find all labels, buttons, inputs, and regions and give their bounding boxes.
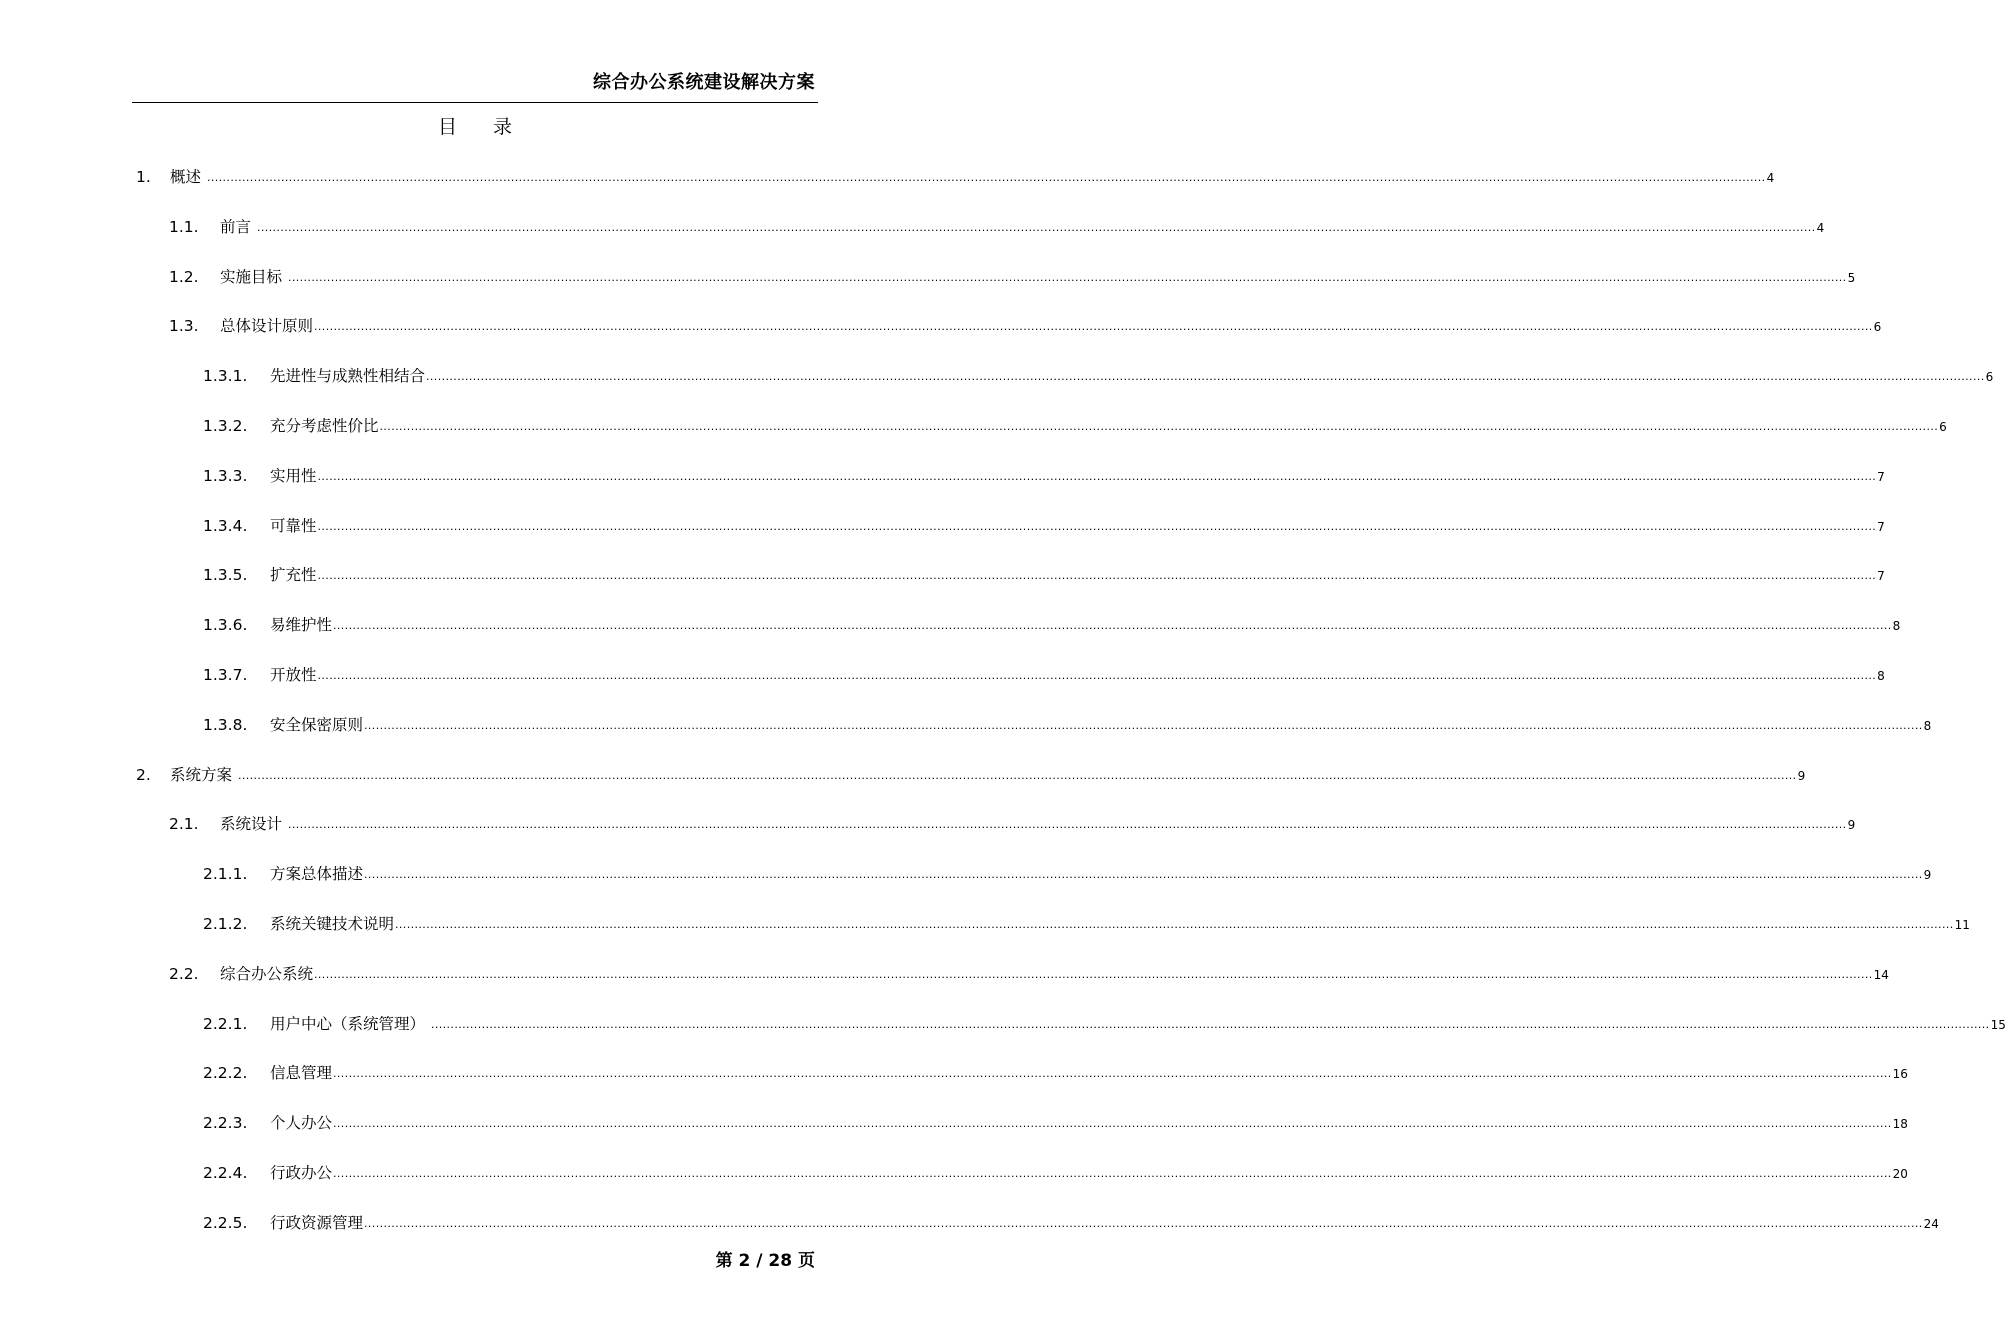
toc-entry-label: 总体设计原则 [220, 317, 314, 335]
toc-entry[interactable] [136, 166, 1775, 188]
toc-dot-leader: ................................................................................................................................................................................................................................................................................................................................................................................................................ [317, 669, 1877, 682]
toc-entry[interactable] [203, 1112, 1908, 1134]
toc-entry-number: 2.2.3. [203, 1114, 248, 1132]
toc-entry-label: 开放性 [270, 666, 317, 684]
toc-entry-label: 实施目标 [220, 268, 287, 286]
toc-heading-right: 录 [493, 116, 513, 138]
footer-separator: / [756, 1251, 763, 1271]
toc-dot-leader: ................................................................................................................................................................................................................................................................................................................................................................................................................ [333, 1117, 1892, 1130]
toc-entry-number: 2. [136, 766, 151, 784]
toc-entry[interactable] [203, 863, 1932, 885]
toc-entry-page: 6 [1939, 420, 1947, 434]
toc-entry[interactable] [203, 913, 1970, 935]
toc-entry-page: 15 [1990, 1018, 2006, 1032]
toc-entry-number: 2.1.1. [203, 865, 248, 883]
toc-heading-left: 目 [437, 116, 457, 138]
toc-entry-label: 安全保密原则 [270, 716, 364, 734]
footer-total-pages: 28 [768, 1251, 793, 1271]
toc-entry-label: 行政资源管理 [270, 1214, 364, 1232]
toc-entry-label: 用户中心（系统管理） [270, 1015, 430, 1033]
toc-entry-number: 2.2.5. [203, 1214, 248, 1232]
toc-entry[interactable] [203, 465, 1885, 487]
toc-entry-page: 6 [1985, 370, 1994, 384]
toc-entry[interactable] [203, 1013, 2006, 1035]
toc-entry-label: 系统方案 [170, 766, 237, 784]
toc-entry-page: 5 [1847, 271, 1856, 285]
toc-entry-page: 7 [1877, 569, 1885, 583]
toc-entry-number: 1.3.3. [203, 467, 248, 485]
toc-dot-leader: ................................................................................................................................................................................................................................................................................................................................................................................................................ [237, 769, 1797, 782]
toc-entry-page: 8 [1877, 669, 1885, 683]
document-title: 综合办公系统建设解决方案 [593, 72, 815, 93]
toc-dot-leader: ................................................................................................................................................................................................................................................................................................................................................................................................................ [430, 1018, 1990, 1031]
toc-entry[interactable] [203, 564, 1885, 586]
toc-dot-leader: ................................................................................................................................................................................................................................................................................................................................................................................................................ [395, 918, 1954, 931]
toc-entry-page: 6 [1873, 320, 1882, 334]
toc-dot-leader: ................................................................................................................................................................................................................................................................................................................................................................................................................ [333, 1067, 1892, 1080]
toc-entry-number: 1.2. [169, 268, 199, 286]
toc-entry-label: 前言 [220, 218, 256, 236]
toc-entry-number: 1.3.6. [203, 616, 248, 634]
toc-entry-label: 系统设计 [220, 815, 287, 833]
toc-entry-label: 系统关键技术说明 [270, 915, 395, 933]
toc-entry[interactable] [203, 1162, 1908, 1184]
toc-entry-page: 8 [1923, 719, 1932, 733]
toc-entry-page: 24 [1923, 1217, 1939, 1231]
toc-entry-number: 2.2.4. [203, 1164, 248, 1182]
toc-entry[interactable] [169, 216, 1825, 238]
toc-dot-leader: ................................................................................................................................................................................................................................................................................................................................................................................................................ [333, 1167, 1892, 1180]
toc-entry-number: 1.3. [169, 317, 199, 335]
toc-entry-page: 9 [1923, 868, 1932, 882]
toc-entry[interactable] [203, 515, 1885, 537]
toc-entry[interactable] [169, 813, 1856, 835]
toc-entry-number: 1. [136, 168, 151, 186]
toc-dot-leader: ................................................................................................................................................................................................................................................................................................................................................................................................................ [287, 271, 1847, 284]
toc-entry[interactable] [203, 365, 1994, 387]
toc-dot-leader: ................................................................................................................................................................................................................................................................................................................................................................................................................ [379, 420, 1939, 433]
toc-entry[interactable] [169, 315, 1882, 337]
toc-entry[interactable] [203, 1062, 1908, 1084]
toc-entry[interactable] [203, 1212, 1939, 1234]
toc-dot-leader: ................................................................................................................................................................................................................................................................................................................................................................................................................ [317, 470, 1877, 483]
toc-dot-leader: ................................................................................................................................................................................................................................................................................................................................................................................................................ [317, 569, 1877, 582]
toc-entry-page: 9 [1847, 818, 1856, 832]
toc-entry-label: 个人办公 [270, 1114, 333, 1132]
toc-entry-label: 实用性 [270, 467, 317, 485]
toc-entry-number: 1.3.1. [203, 367, 248, 385]
toc-entry[interactable] [203, 415, 1947, 437]
toc-entry[interactable] [203, 714, 1932, 736]
toc-entry-page: 14 [1873, 968, 1889, 982]
toc-dot-leader: ................................................................................................................................................................................................................................................................................................................................................................................................................ [206, 171, 1766, 184]
toc-entry-number: 1.1. [169, 218, 199, 236]
footer-prefix: 第 [715, 1251, 733, 1271]
toc-entry-number: 1.3.5. [203, 566, 248, 584]
toc-entry-number: 2.1.2. [203, 915, 248, 933]
toc-entry[interactable] [136, 764, 1806, 786]
toc-entry-page: 18 [1892, 1117, 1908, 1131]
toc-entry-number: 1.3.2. [203, 417, 248, 435]
toc-entry-number: 2.2.2. [203, 1064, 248, 1082]
toc-dot-leader: ................................................................................................................................................................................................................................................................................................................................................................................................................ [314, 320, 1873, 333]
toc-entry-label: 方案总体描述 [270, 865, 364, 883]
toc-entry-label: 易维护性 [270, 616, 333, 634]
toc-dot-leader: ................................................................................................................................................................................................................................................................................................................................................................................................................ [287, 818, 1847, 831]
toc-entry-number: 1.3.7. [203, 666, 248, 684]
toc-entry-label: 信息管理 [270, 1064, 333, 1082]
toc-entry-page: 20 [1892, 1167, 1908, 1181]
toc-entry-page: 9 [1797, 769, 1806, 783]
toc-entry-label: 先进性与成熟性相结合 [270, 367, 426, 385]
toc-entry-number: 2.2.1. [203, 1015, 248, 1033]
toc-entry-page: 8 [1892, 619, 1901, 633]
toc-entry-label: 综合办公系统 [220, 965, 314, 983]
toc-entry-label: 扩充性 [270, 566, 317, 584]
toc-entry-page: 7 [1877, 470, 1885, 484]
page-footer [716, 1246, 815, 1271]
toc-entry-page: 7 [1877, 520, 1885, 534]
toc-entry-page: 16 [1892, 1067, 1908, 1081]
toc-entry-number: 1.3.8. [203, 716, 248, 734]
toc-entry-label: 行政办公 [270, 1164, 333, 1182]
toc-dot-leader: ................................................................................................................................................................................................................................................................................................................................................................................................................ [317, 520, 1877, 533]
toc-dot-leader: ................................................................................................................................................................................................................................................................................................................................................................................................................ [256, 221, 1816, 234]
toc-entry[interactable] [203, 664, 1885, 686]
toc-entry-page: 4 [1816, 221, 1825, 235]
toc-entry-label: 可靠性 [270, 517, 317, 535]
toc-dot-leader: ................................................................................................................................................................................................................................................................................................................................................................................................................ [364, 1217, 1923, 1230]
toc-entry-page: 11 [1954, 918, 1970, 932]
toc-entry[interactable] [169, 963, 1889, 985]
toc-dot-leader: ................................................................................................................................................................................................................................................................................................................................................................................................................ [364, 719, 1923, 732]
toc-entry-label: 概述 [170, 168, 206, 186]
toc-entry-label: 充分考虑性价比 [270, 417, 379, 435]
toc-dot-leader: ................................................................................................................................................................................................................................................................................................................................................................................................................ [333, 619, 1892, 632]
toc-entry[interactable] [203, 614, 1901, 636]
toc-entry[interactable] [169, 266, 1856, 288]
toc-dot-leader: ................................................................................................................................................................................................................................................................................................................................................................................................................ [426, 370, 1985, 383]
toc-entry-number: 2.1. [169, 815, 199, 833]
toc-dot-leader: ................................................................................................................................................................................................................................................................................................................................................................................................................ [314, 968, 1873, 981]
footer-current-page: 2 [738, 1251, 751, 1271]
footer-suffix: 页 [798, 1251, 815, 1271]
toc-entry-page: 4 [1766, 171, 1775, 185]
toc-entry-number: 2.2. [169, 965, 199, 983]
toc-dot-leader: ................................................................................................................................................................................................................................................................................................................................................................................................................ [364, 868, 1923, 881]
toc-entry-number: 1.3.4. [203, 517, 248, 535]
